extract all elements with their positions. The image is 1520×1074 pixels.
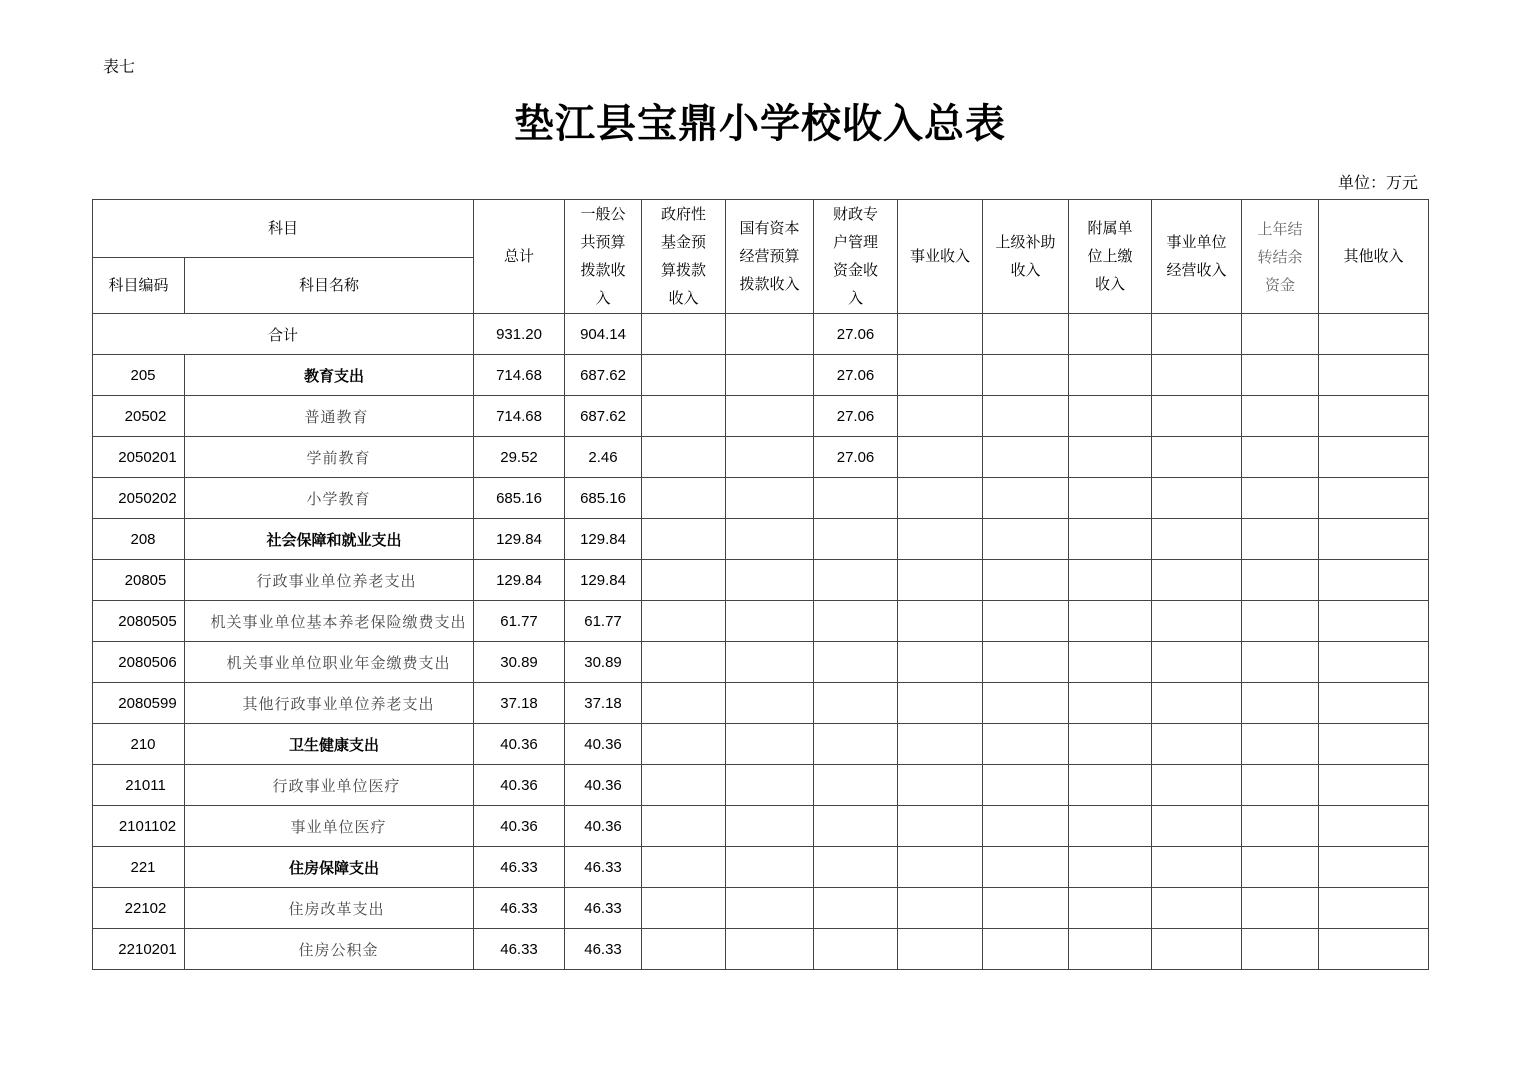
row-value (642, 765, 726, 806)
row-value (898, 601, 983, 642)
total-value (726, 314, 814, 355)
row-value: 129.84 (474, 519, 565, 560)
table-row (93, 929, 1429, 970)
header-other-income: 其他收入 (1319, 200, 1429, 314)
row-value (726, 888, 814, 929)
row-value: 2.46 (565, 437, 642, 478)
subject-name: 行政事业单位医疗 (185, 765, 474, 806)
row-value (983, 355, 1069, 396)
subject-code: 2050202 (93, 478, 185, 519)
row-value (726, 847, 814, 888)
row-value (1069, 642, 1152, 683)
row-value (898, 560, 983, 601)
header-operating-income: 事业单位经营收入 (1152, 200, 1242, 314)
row-value (726, 355, 814, 396)
subject-code: 2210201 (93, 929, 185, 970)
row-value (983, 929, 1069, 970)
subject-name: 学前教育 (185, 437, 474, 478)
row-value (1152, 519, 1242, 560)
page-title: 垫江县宝鼎小学校收入总表 (514, 100, 1006, 147)
row-value (814, 724, 898, 765)
row-value: 40.36 (474, 765, 565, 806)
row-value (1069, 355, 1152, 396)
subject-name: 普通教育 (185, 396, 474, 437)
row-value (1319, 765, 1429, 806)
row-value (726, 929, 814, 970)
row-value (1242, 396, 1319, 437)
row-value (1152, 683, 1242, 724)
total-value: 931.20 (474, 314, 565, 355)
row-value (1152, 806, 1242, 847)
row-value: 27.06 (814, 396, 898, 437)
row-value (1069, 560, 1152, 601)
row-value (814, 601, 898, 642)
table-row (93, 847, 1429, 888)
header-general-budget: 一般公共预算拨款收入 (565, 200, 642, 314)
row-value (1242, 560, 1319, 601)
header-affiliated-units: 附属单位上缴收入 (1069, 200, 1152, 314)
row-value (642, 519, 726, 560)
row-value: 714.68 (474, 396, 565, 437)
table-row (93, 560, 1429, 601)
row-value: 40.36 (474, 806, 565, 847)
row-value: 61.77 (565, 601, 642, 642)
row-value (642, 478, 726, 519)
row-value (1319, 724, 1429, 765)
row-value (1069, 396, 1152, 437)
row-value (1152, 478, 1242, 519)
row-value (726, 683, 814, 724)
table-row (93, 642, 1429, 683)
row-value (642, 888, 726, 929)
row-value (1069, 724, 1152, 765)
subject-code: 2080506 (93, 642, 185, 683)
subject-code: 20805 (93, 560, 185, 601)
subject-code: 208 (93, 519, 185, 560)
row-value (898, 478, 983, 519)
header-prior-year-balance: 上年结转结余资金 (1242, 200, 1319, 314)
row-value (983, 560, 1069, 601)
total-value (1069, 314, 1152, 355)
row-value (726, 560, 814, 601)
row-value (726, 396, 814, 437)
row-value (814, 888, 898, 929)
subject-name: 其他行政事业单位养老支出 (185, 683, 474, 724)
row-value (1319, 806, 1429, 847)
row-value (726, 724, 814, 765)
row-value: 46.33 (474, 888, 565, 929)
row-value (814, 765, 898, 806)
row-value (726, 642, 814, 683)
header-superior-subsidy: 上级补助收入 (983, 200, 1069, 314)
row-value (642, 396, 726, 437)
row-value (983, 888, 1069, 929)
row-value (1319, 888, 1429, 929)
subject-code: 21011 (93, 765, 185, 806)
header-total: 总计 (474, 200, 565, 314)
row-value (1069, 929, 1152, 970)
row-value (814, 478, 898, 519)
total-value (1242, 314, 1319, 355)
row-value (1242, 929, 1319, 970)
subject-code: 22102 (93, 888, 185, 929)
row-value (983, 478, 1069, 519)
row-value (1319, 478, 1429, 519)
row-value: 27.06 (814, 355, 898, 396)
table-row (93, 437, 1429, 478)
row-value (642, 724, 726, 765)
row-value: 37.18 (565, 683, 642, 724)
row-value (642, 642, 726, 683)
subject-code: 205 (93, 355, 185, 396)
row-value: 46.33 (565, 929, 642, 970)
subject-code: 20502 (93, 396, 185, 437)
row-value (726, 519, 814, 560)
subject-code: 210 (93, 724, 185, 765)
row-value (983, 642, 1069, 683)
row-value (1069, 437, 1152, 478)
row-value: 30.89 (474, 642, 565, 683)
row-value (1242, 355, 1319, 396)
subject-name: 行政事业单位养老支出 (185, 560, 474, 601)
total-label: 合计 (93, 314, 474, 355)
row-value: 685.16 (474, 478, 565, 519)
header-subject-name: 科目名称 (185, 258, 474, 314)
row-value (1069, 478, 1152, 519)
table-row (93, 601, 1429, 642)
row-value (898, 765, 983, 806)
row-value (898, 642, 983, 683)
subject-name: 住房改革支出 (185, 888, 474, 929)
row-value (726, 601, 814, 642)
row-value (642, 437, 726, 478)
row-value: 40.36 (474, 724, 565, 765)
row-value (642, 355, 726, 396)
row-value (1242, 437, 1319, 478)
row-value (1069, 683, 1152, 724)
row-value (898, 355, 983, 396)
row-value (898, 847, 983, 888)
row-value (1242, 642, 1319, 683)
row-value (1242, 847, 1319, 888)
header-state-capital: 国有资本经营预算拨款收入 (726, 200, 814, 314)
subject-code: 2050201 (93, 437, 185, 478)
table-row (93, 765, 1429, 806)
row-value: 37.18 (474, 683, 565, 724)
row-value (1069, 601, 1152, 642)
row-value: 46.33 (565, 847, 642, 888)
row-value (1069, 765, 1152, 806)
row-value: 685.16 (565, 478, 642, 519)
row-value (1319, 396, 1429, 437)
row-value (1319, 355, 1429, 396)
row-value: 46.33 (474, 929, 565, 970)
row-value (642, 601, 726, 642)
row-value (726, 765, 814, 806)
row-value: 687.62 (565, 396, 642, 437)
total-value (642, 314, 726, 355)
table-row (93, 806, 1429, 847)
subject-name: 小学教育 (185, 478, 474, 519)
row-value (983, 765, 1069, 806)
row-value (1319, 560, 1429, 601)
row-value (814, 560, 898, 601)
row-value: 714.68 (474, 355, 565, 396)
row-value (814, 519, 898, 560)
row-value (1152, 642, 1242, 683)
header-subject: 科目 (93, 200, 474, 258)
subject-name: 住房保障支出 (185, 847, 474, 888)
row-value (1242, 601, 1319, 642)
row-value (898, 724, 983, 765)
row-value (1152, 888, 1242, 929)
total-value: 27.06 (814, 314, 898, 355)
row-value (642, 683, 726, 724)
row-value (1242, 806, 1319, 847)
row-value (1152, 437, 1242, 478)
row-value (1069, 519, 1152, 560)
row-value (1242, 683, 1319, 724)
row-value (1319, 929, 1429, 970)
row-value (898, 519, 983, 560)
total-value (1152, 314, 1242, 355)
total-value (898, 314, 983, 355)
total-value: 904.14 (565, 314, 642, 355)
row-value (983, 847, 1069, 888)
row-value (1152, 560, 1242, 601)
subject-code: 2101102 (93, 806, 185, 847)
subject-code: 2080599 (93, 683, 185, 724)
total-value (1319, 314, 1429, 355)
subject-name: 卫生健康支出 (185, 724, 474, 765)
table-row (93, 724, 1429, 765)
row-value (814, 806, 898, 847)
row-value (1152, 396, 1242, 437)
row-value (1319, 642, 1429, 683)
row-value: 29.52 (474, 437, 565, 478)
row-value (642, 929, 726, 970)
row-value: 46.33 (565, 888, 642, 929)
subject-name: 机关事业单位基本养老保险缴费支出 (185, 601, 474, 642)
row-value (1242, 724, 1319, 765)
subject-name: 住房公积金 (185, 929, 474, 970)
subject-code: 2080505 (93, 601, 185, 642)
row-value (983, 806, 1069, 847)
row-value: 40.36 (565, 724, 642, 765)
row-value (898, 888, 983, 929)
row-value (1319, 437, 1429, 478)
table-row (93, 888, 1429, 929)
row-value (642, 847, 726, 888)
row-value (898, 929, 983, 970)
row-value (898, 437, 983, 478)
row-value (1152, 601, 1242, 642)
row-value (642, 806, 726, 847)
row-value (1242, 519, 1319, 560)
header-special-account: 财政专户管理资金收入 (814, 200, 898, 314)
income-summary-table (92, 199, 1429, 970)
row-value (1242, 888, 1319, 929)
header-gov-fund: 政府性基金预算拨款收入 (642, 200, 726, 314)
row-value (983, 519, 1069, 560)
row-value (1152, 765, 1242, 806)
row-value: 40.36 (565, 806, 642, 847)
row-value (642, 560, 726, 601)
row-value: 129.84 (565, 560, 642, 601)
row-value: 46.33 (474, 847, 565, 888)
row-value: 129.84 (474, 560, 565, 601)
row-value (726, 437, 814, 478)
row-value (898, 806, 983, 847)
row-value: 27.06 (814, 437, 898, 478)
row-value (1152, 929, 1242, 970)
table-row (93, 519, 1429, 560)
subject-name: 教育支出 (185, 355, 474, 396)
row-value (1319, 601, 1429, 642)
unit-label: 单位：万元 (1337, 173, 1418, 192)
row-value (898, 683, 983, 724)
subject-name: 事业单位医疗 (185, 806, 474, 847)
row-value (1319, 847, 1429, 888)
table-number: 表七 (103, 57, 136, 76)
row-value: 30.89 (565, 642, 642, 683)
row-value (1152, 724, 1242, 765)
row-value (814, 683, 898, 724)
row-value (726, 478, 814, 519)
table-row (93, 355, 1429, 396)
row-value: 40.36 (565, 765, 642, 806)
row-value (983, 683, 1069, 724)
row-value (983, 724, 1069, 765)
row-value (898, 396, 983, 437)
row-value (1069, 888, 1152, 929)
table-row (93, 396, 1429, 437)
row-value (1152, 355, 1242, 396)
header-business-income: 事业收入 (898, 200, 983, 314)
subject-name: 社会保障和就业支出 (185, 519, 474, 560)
table-row (93, 683, 1429, 724)
header-subject-code: 科目编码 (93, 258, 185, 314)
row-value (1242, 765, 1319, 806)
row-value (1242, 478, 1319, 519)
row-value (1152, 847, 1242, 888)
row-value: 129.84 (565, 519, 642, 560)
row-value: 687.62 (565, 355, 642, 396)
table-row (93, 478, 1429, 519)
subject-name: 机关事业单位职业年金缴费支出 (185, 642, 474, 683)
total-row (93, 314, 1429, 355)
row-value (1319, 683, 1429, 724)
row-value (983, 601, 1069, 642)
row-value (726, 806, 814, 847)
row-value (1069, 847, 1152, 888)
row-value (983, 437, 1069, 478)
row-value (1319, 519, 1429, 560)
row-value (814, 929, 898, 970)
row-value (814, 847, 898, 888)
subject-code: 221 (93, 847, 185, 888)
total-value (983, 314, 1069, 355)
row-value: 61.77 (474, 601, 565, 642)
row-value (1069, 806, 1152, 847)
row-value (983, 396, 1069, 437)
row-value (814, 642, 898, 683)
